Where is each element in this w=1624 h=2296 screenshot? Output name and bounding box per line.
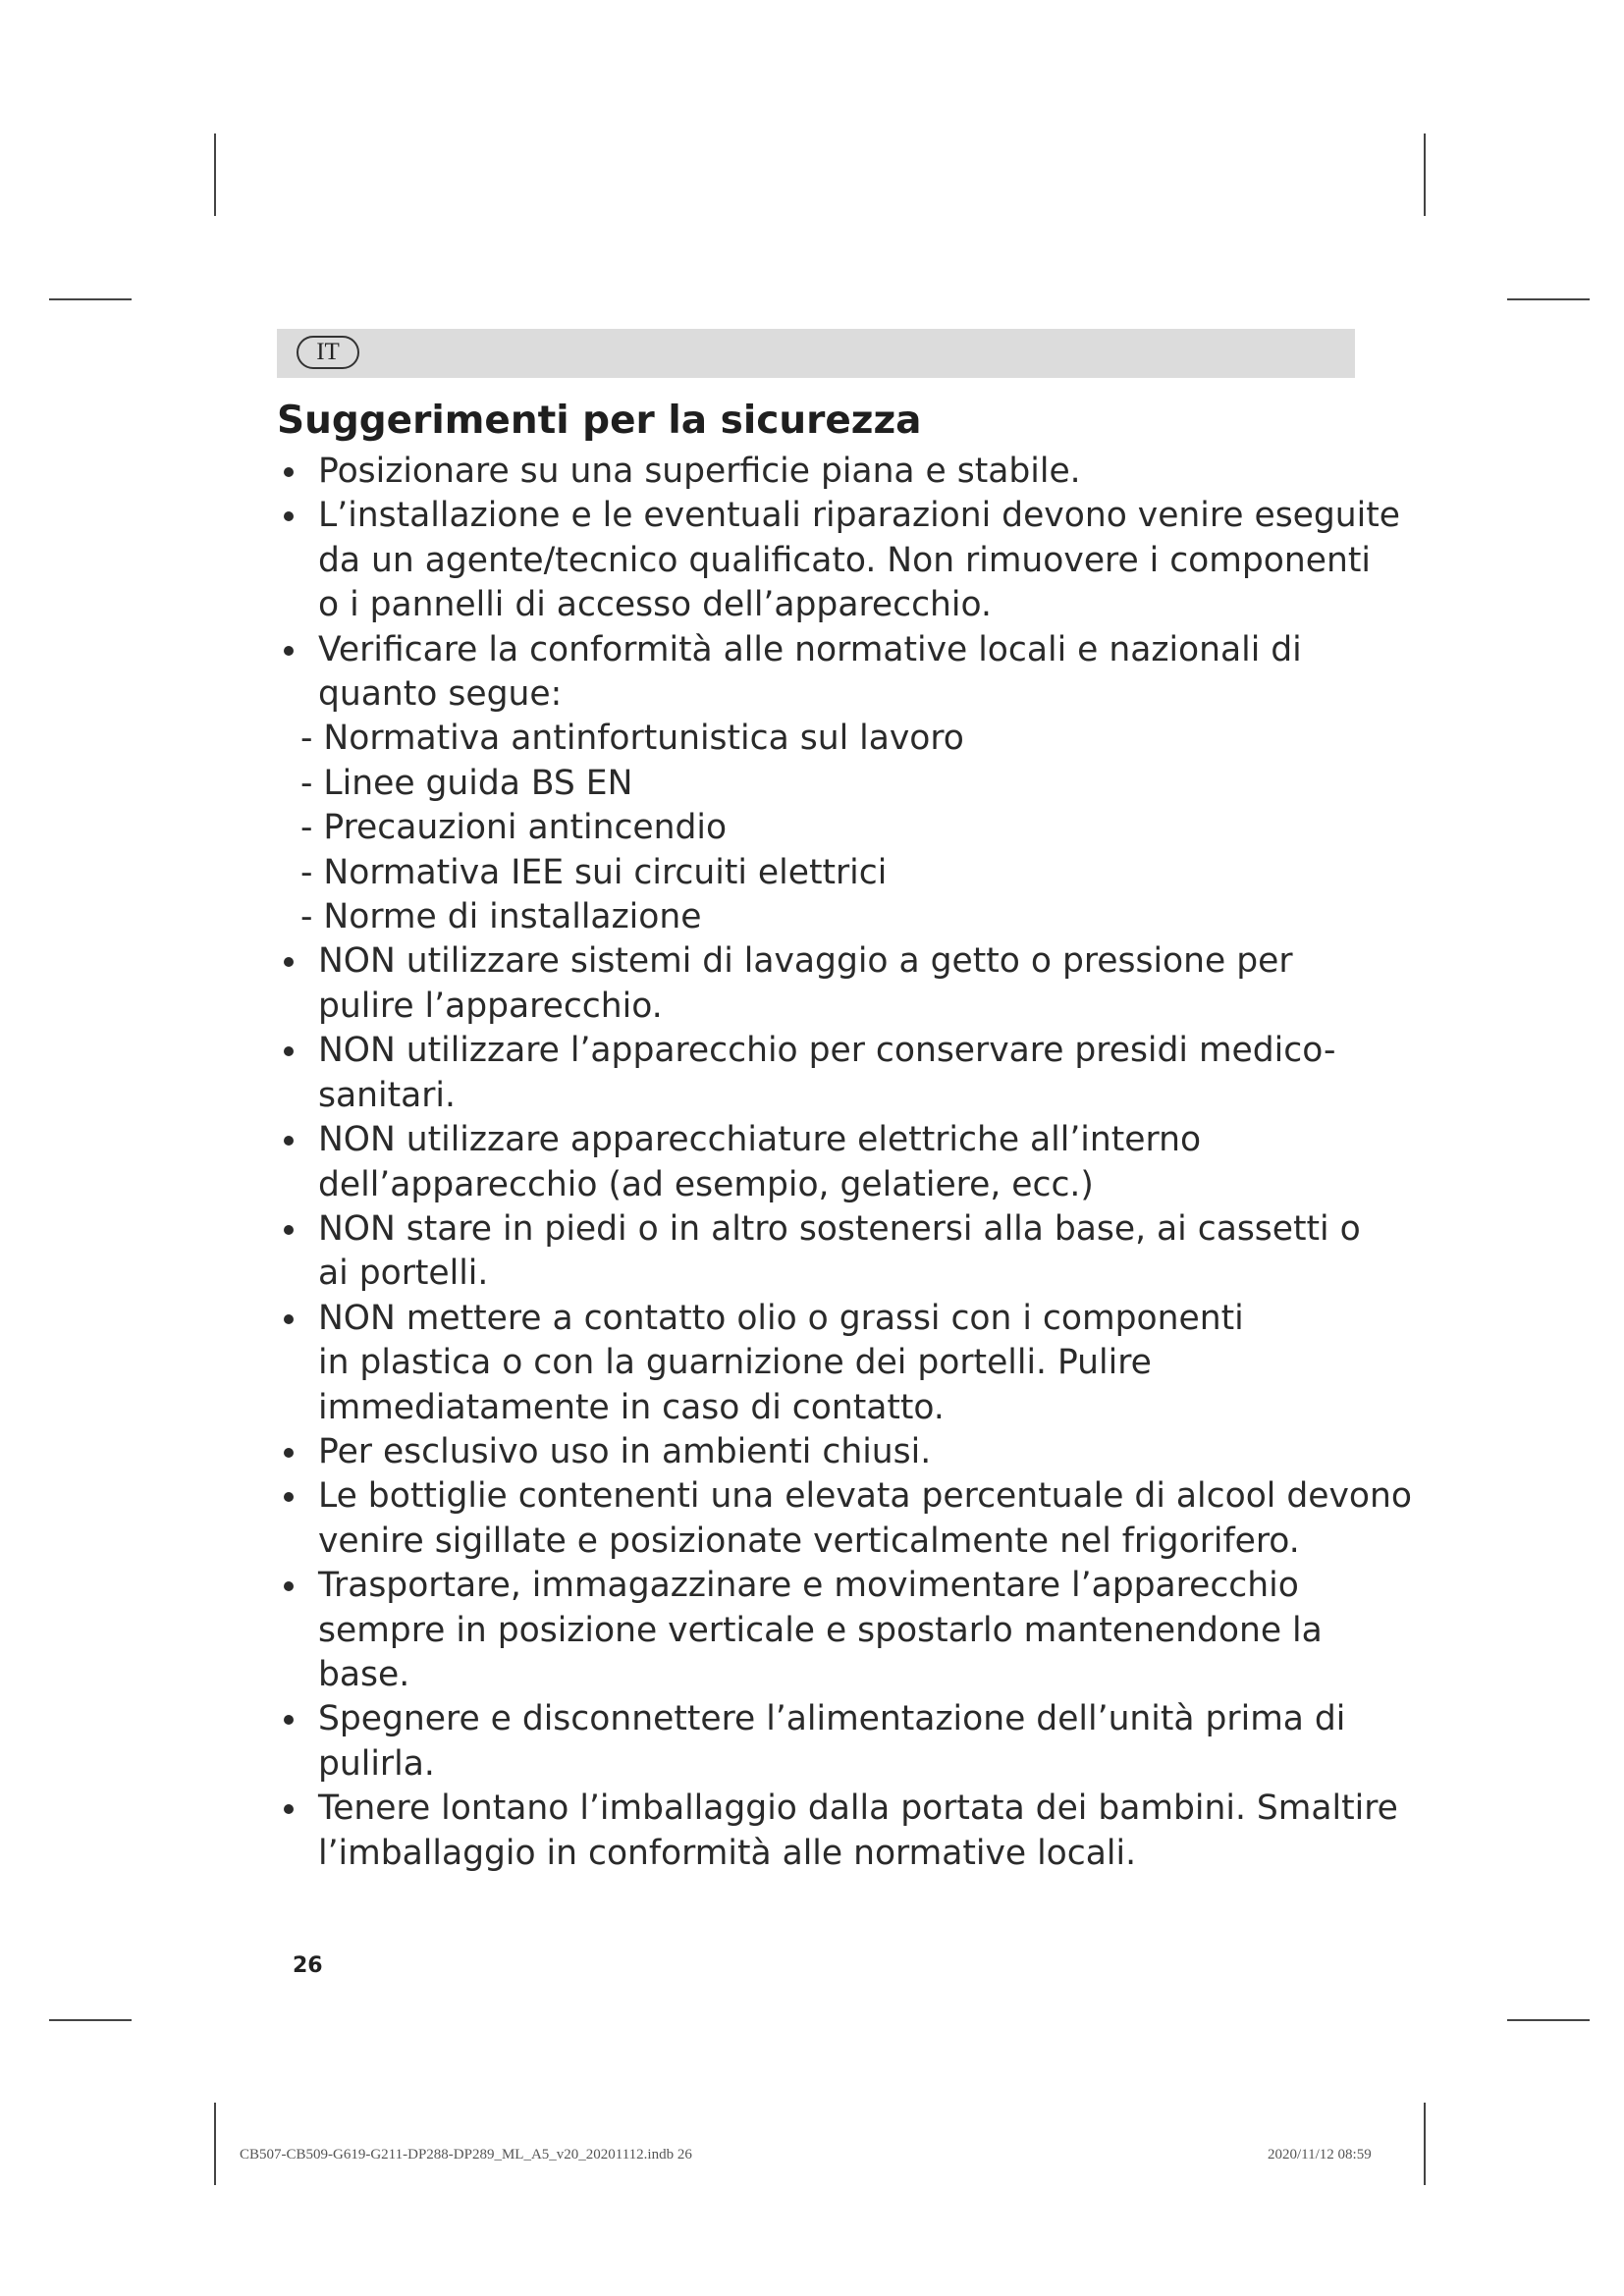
list-item: NON stare in piedi o in altro sostenersi alla base, ai cassetti o ai portelli. [277,1207,1372,1297]
crop-mark-right-upper [1507,298,1590,300]
language-badge: IT [297,336,359,369]
list-item: NON utilizzare l’apparecchio per conservare presidi medico- sanitari. [277,1029,1372,1118]
list-item: Verificare la conformità alle normative locali e nazionali di quanto segue: [277,628,1372,718]
sub-list [277,717,1372,939]
sub-list-item: - Normativa IEE sui circuiti elettrici [300,852,888,892]
list-item: NON utilizzare sistemi di lavaggio a getto o pressione per pulire l’apparecchio. [277,939,1372,1029]
list-item: Spegnere e disconnettere l’alimentazione dell’unità prima di pulirla. [277,1697,1372,1787]
language-header-band [277,329,1355,378]
list-item: Tenere lontano l’imballaggio dalla portata dei bambini. Smaltire l’imballaggio in conformità alle normative locali. [277,1787,1372,1876]
crop-mark-top-right [1424,133,1426,216]
crop-mark-bottom-left [214,2103,216,2185]
list-item: Per esclusivo uso in ambienti chiusi. [277,1430,1372,1474]
section-title: Suggerimenti per la sicurezza [277,399,922,443]
sub-list-item: - Norme di installazione [300,897,702,937]
footer-timestamp: 2020/11/12 08:59 [1268,2147,1372,2163]
list-item: NON mettere a contatto olio o grassi con i componenti in plastica o con la guarnizione dei portelli. Pulire immediatamente in caso di contatto. [277,1297,1372,1430]
list-item: NON utilizzare apparecchiature elettriche all’interno dell’apparecchio (ad esempio, gelatiere, ecc.) [277,1118,1372,1207]
sub-list-item: - Precauzioni antincendio [300,808,728,848]
list-item: Le bottiglie contenenti una elevata percentuale di alcool devono venire sigillate e posizionate verticalmente nel frigorifero. [277,1474,1372,1564]
footer-file-name: CB507-CB509-G619-G211-DP288-DP289_ML_A5_v20_20201112.indb 26 [240,2147,692,2163]
safety-list [277,450,1412,1876]
sub-list-item: - Normativa antinfortunistica sul lavoro [300,719,964,759]
list-item: Posizionare su una superficie piana e stabile. [277,450,1372,494]
crop-mark-right-lower [1507,2019,1590,2021]
list-item: L’installazione e le eventuali riparazioni devono venire eseguite da un agente/tecnico qualificato. Non rimuovere i componenti o i pannelli di accesso dell’apparecchio. [277,494,1372,627]
crop-mark-bottom-right [1424,2103,1426,2185]
crop-mark-left-upper [49,298,132,300]
page-number: 26 [293,1953,323,1978]
list-item: Trasportare, immagazzinare e movimentare l’apparecchio sempre in posizione verticale e spostarlo mantenendone la base. [277,1564,1372,1697]
sub-list-item: - Linee guida BS EN [300,763,633,803]
crop-mark-top-left [214,133,216,216]
crop-mark-left-lower [49,2019,132,2021]
